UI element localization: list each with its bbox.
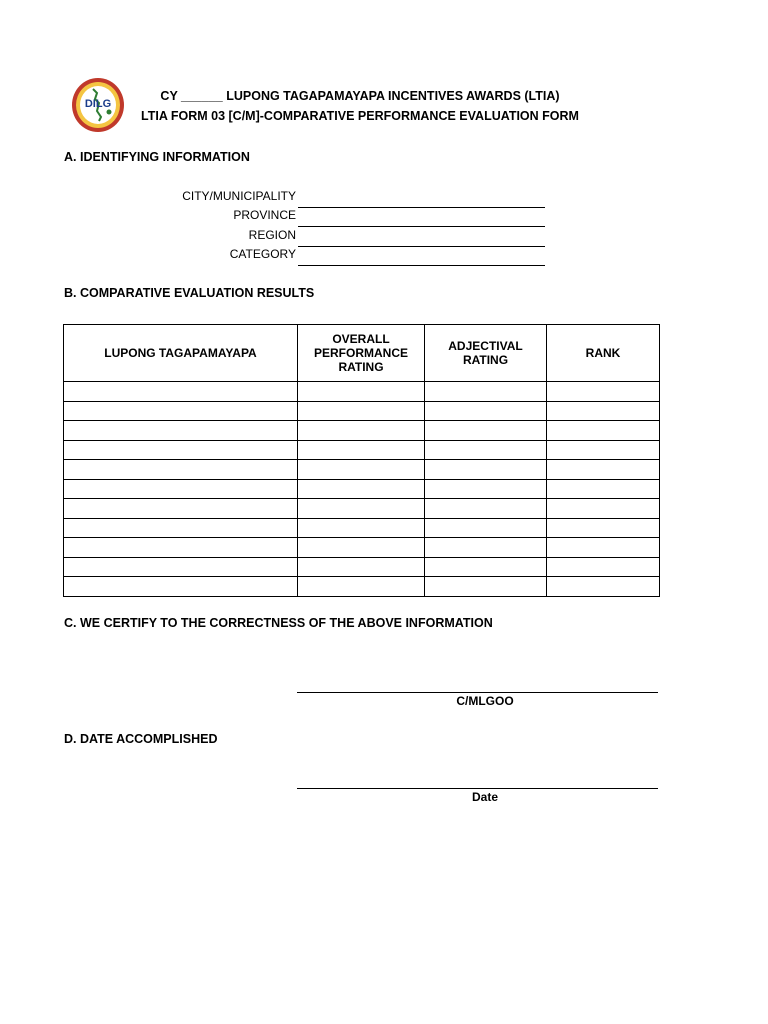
rank-cell[interactable] <box>547 499 660 519</box>
adjectival-rating-cell[interactable] <box>425 577 547 597</box>
adjectival-rating-cell[interactable] <box>425 421 547 441</box>
rank-cell[interactable] <box>547 518 660 538</box>
column-header-rank: RANK <box>547 325 660 382</box>
adjectival-rating-cell[interactable] <box>425 538 547 558</box>
lupong-cell[interactable] <box>64 401 298 421</box>
table-row <box>64 479 660 499</box>
evaluation-results-table <box>63 324 660 597</box>
lupong-cell[interactable] <box>64 577 298 597</box>
overall-rating-cell[interactable] <box>298 401 425 421</box>
city-municipality-field[interactable] <box>298 207 545 208</box>
overall-rating-cell[interactable] <box>298 499 425 519</box>
section-a-title: A. IDENTIFYING INFORMATION <box>64 150 250 164</box>
lupong-cell[interactable] <box>64 557 298 577</box>
rank-cell[interactable] <box>547 557 660 577</box>
table-row <box>64 518 660 538</box>
adjectival-rating-cell[interactable] <box>425 401 547 421</box>
overall-rating-cell[interactable] <box>298 538 425 558</box>
lupong-cell[interactable] <box>64 440 298 460</box>
table-row <box>64 440 660 460</box>
overall-rating-cell[interactable] <box>298 479 425 499</box>
adjectival-rating-cell[interactable] <box>425 460 547 480</box>
table-row <box>64 401 660 421</box>
lupong-cell[interactable] <box>64 421 298 441</box>
lupong-cell[interactable] <box>64 479 298 499</box>
lupong-cell[interactable] <box>64 518 298 538</box>
form-title: CY ______ LUPONG TAGAPAMAYAPA INCENTIVES AWARDS (LTIA) <box>160 89 560 103</box>
region-label: REGION <box>248 228 296 242</box>
overall-rating-cell[interactable] <box>298 382 425 402</box>
overall-rating-cell[interactable] <box>298 440 425 460</box>
overall-rating-cell[interactable] <box>298 557 425 577</box>
section-b-title: B. COMPARATIVE EVALUATION RESULTS <box>64 286 315 300</box>
adjectival-rating-cell[interactable] <box>425 557 547 577</box>
overall-rating-cell[interactable] <box>298 518 425 538</box>
province-label: PROVINCE <box>233 208 296 222</box>
table-body <box>64 382 660 597</box>
rank-cell[interactable] <box>547 382 660 402</box>
adjectival-rating-cell[interactable] <box>425 499 547 519</box>
column-header-overall-rating: OVERALL PERFORMANCE RATING <box>298 325 425 382</box>
clmgoo-label: C/MLGOO <box>456 694 514 708</box>
rank-cell[interactable] <box>547 479 660 499</box>
table-header-row <box>64 325 660 382</box>
date-label: Date <box>471 790 498 804</box>
province-field[interactable] <box>298 226 545 227</box>
date-signature-line[interactable] <box>297 788 658 789</box>
table-row <box>64 421 660 441</box>
lupong-cell[interactable] <box>64 460 298 480</box>
lupong-cell[interactable] <box>64 538 298 558</box>
rank-cell[interactable] <box>547 460 660 480</box>
rank-cell[interactable] <box>547 538 660 558</box>
section-d-title: D. DATE ACCOMPLISHED <box>64 732 218 746</box>
table-row <box>64 460 660 480</box>
logo-text: DILG <box>84 98 112 110</box>
rank-cell[interactable] <box>547 577 660 597</box>
column-header-adjectival-rating: ADJECTIVAL RATING <box>425 325 547 382</box>
column-header-lupong: LUPONG TAGAPAMAYAPA <box>64 325 298 382</box>
city-municipality-label: CITY/MUNICIPALITY <box>182 189 296 203</box>
table-row <box>64 499 660 519</box>
form-subtitle: LTIA FORM 03 [C/M]-COMPARATIVE PERFORMANCE EVALUATION FORM <box>141 109 579 123</box>
lupong-cell[interactable] <box>64 499 298 519</box>
overall-rating-cell[interactable] <box>298 577 425 597</box>
section-c-title: C. WE CERTIFY TO THE CORRECTNESS OF THE ABOVE INFORMATION <box>64 616 493 630</box>
rank-cell[interactable] <box>547 421 660 441</box>
table-row <box>64 557 660 577</box>
lupong-cell[interactable] <box>64 382 298 402</box>
adjectival-rating-cell[interactable] <box>425 440 547 460</box>
dilg-seal-icon <box>71 77 125 133</box>
table-row <box>64 577 660 597</box>
category-label: CATEGORY <box>229 247 296 261</box>
overall-rating-cell[interactable] <box>298 421 425 441</box>
table-row <box>64 382 660 402</box>
table-row <box>64 538 660 558</box>
adjectival-rating-cell[interactable] <box>425 518 547 538</box>
rank-cell[interactable] <box>547 440 660 460</box>
adjectival-rating-cell[interactable] <box>425 479 547 499</box>
adjectival-rating-cell[interactable] <box>425 382 547 402</box>
clmgoo-signature-line[interactable] <box>297 692 658 693</box>
rank-cell[interactable] <box>547 401 660 421</box>
overall-rating-cell[interactable] <box>298 460 425 480</box>
category-field[interactable] <box>298 265 545 266</box>
region-field[interactable] <box>298 246 545 247</box>
